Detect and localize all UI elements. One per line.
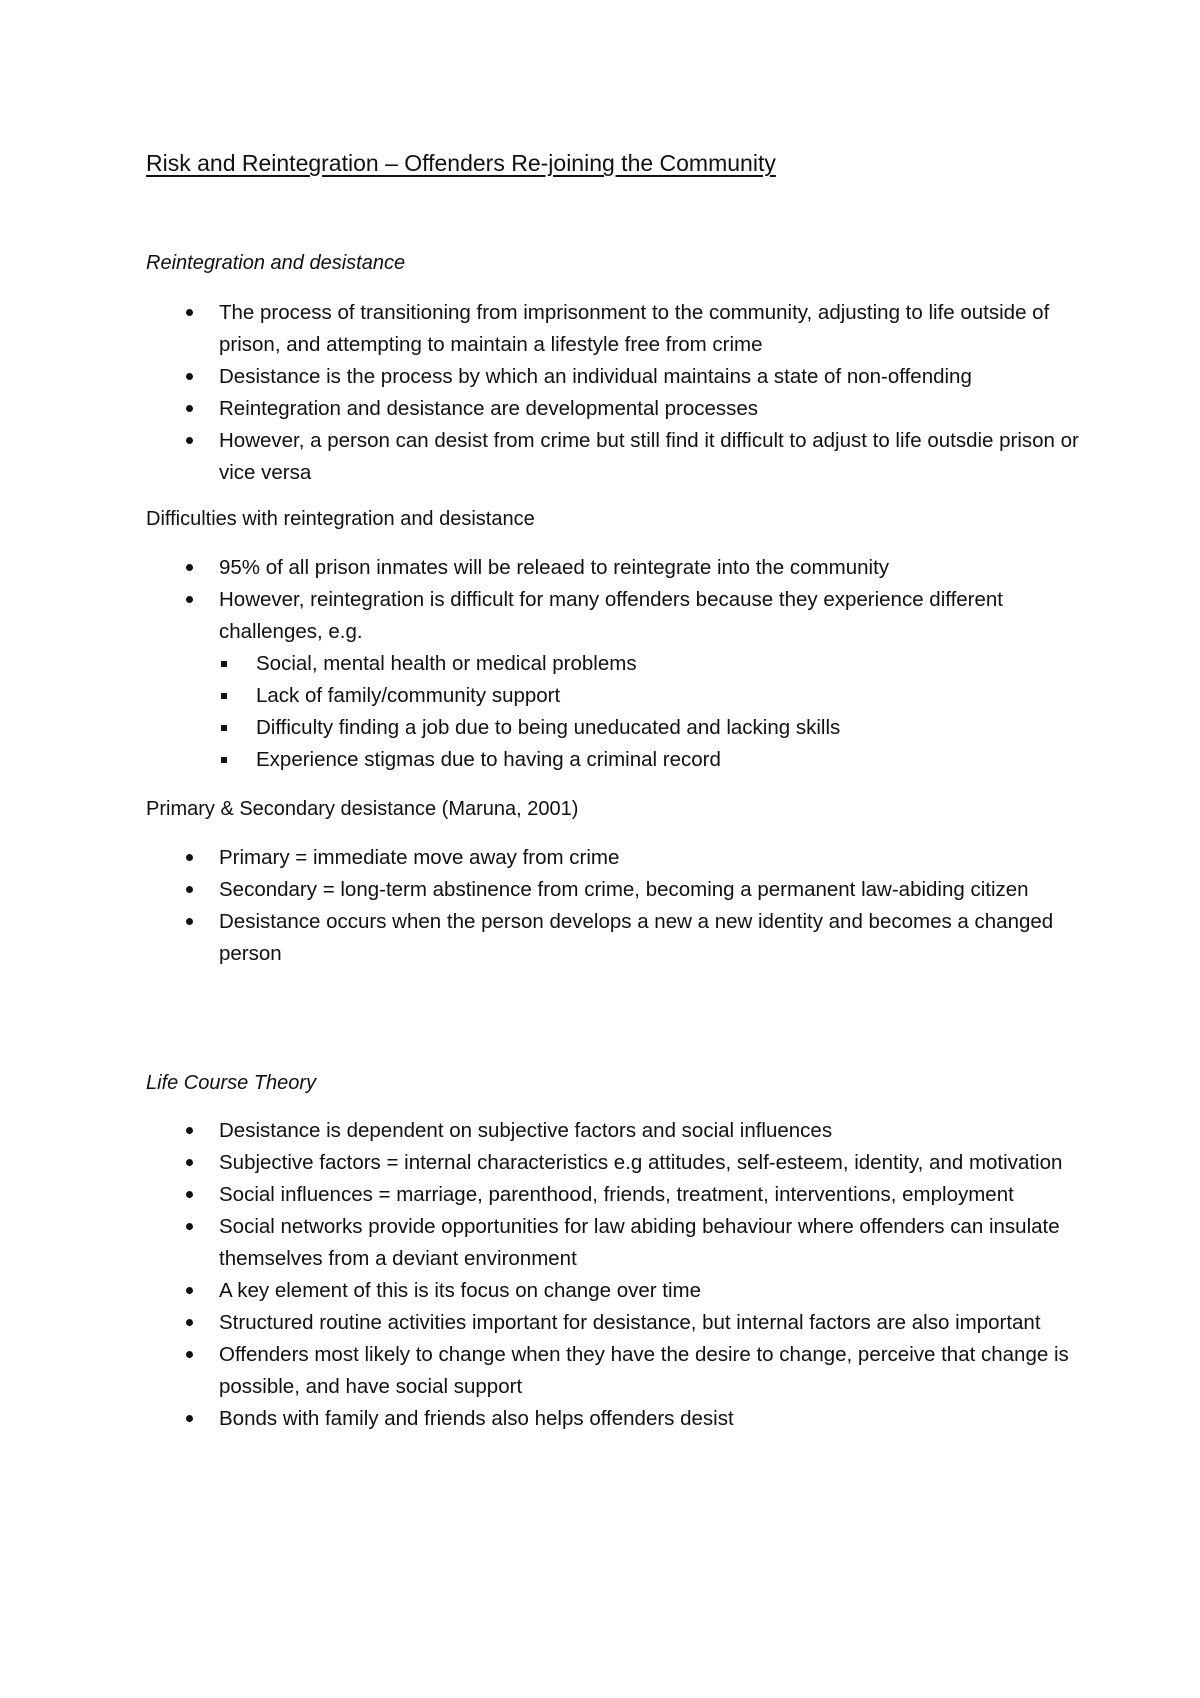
list-item-text: Subjective factors = internal characteristics e.g attitudes, self-esteem, identity, and motivation	[219, 1151, 1063, 1174]
list-item	[0, 393, 1079, 425]
bullet-list-life-course-theory	[0, 1115, 1200, 1435]
list-item	[0, 1403, 1079, 1435]
bullet-list-primary-secondary	[0, 842, 1200, 970]
list-item-text: 95% of all prison inmates will be releaed to reintegrate into the community	[219, 556, 890, 579]
list-item-text: Bonds with family and friends also helps offenders desist	[219, 1407, 734, 1430]
list-item-text: However, reintegration is difficult for many offenders because they experience different challenges, e.g.	[219, 588, 1004, 643]
list-item-text: Structured routine activities important for desistance, but internal factors are also important	[219, 1311, 1041, 1334]
sub-list-item	[0, 648, 1079, 680]
list-item-text: Desistance is dependent on subjective factors and social influences	[219, 1119, 833, 1142]
bullet-icon	[186, 596, 193, 603]
section-heading-difficulties: Difficulties with reintegration and desistance	[146, 508, 535, 530]
sub-list-item-text: Difficulty finding a job due to being uneducated and lacking skills	[256, 716, 841, 739]
bullet-icon	[186, 1127, 193, 1134]
list-item	[0, 874, 1079, 906]
bullet-icon	[186, 405, 193, 412]
list-item	[0, 1339, 1079, 1403]
list-item	[0, 1147, 1079, 1179]
bullet-icon	[186, 564, 193, 571]
bullet-icon	[186, 886, 193, 893]
list-item-text: Offenders most likely to change when they have the desire to change, perceive that change is possible, and have social support	[219, 1343, 1069, 1398]
list-item	[0, 361, 1079, 393]
sub-list-item-text: Lack of family/community support	[256, 684, 561, 707]
bullet-icon	[186, 1159, 193, 1166]
list-item	[0, 1275, 1079, 1307]
page-title: Risk and Reintegration – Offenders Re-joining the Community	[146, 150, 776, 176]
list-item-text: Secondary = long-term abstinence from crime, becoming a permanent law-abiding citizen	[219, 878, 1029, 901]
sub-list-item	[0, 712, 1079, 744]
list-item	[0, 1307, 1079, 1339]
bullet-icon	[186, 309, 193, 316]
list-item-text: The process of transitioning from imprisonment to the community, adjusting to life outside of prison, and attempting to maintain a lifestyle free from crime	[219, 301, 1050, 356]
list-item	[0, 906, 1079, 970]
list-item	[0, 842, 1079, 874]
bullet-icon	[186, 918, 193, 925]
bullet-icon	[186, 373, 193, 380]
list-item	[0, 1115, 1079, 1147]
bullet-icon	[186, 1319, 193, 1326]
bullet-icon	[186, 1351, 193, 1358]
list-item-text: Desistance is the process by which an individual maintains a state of non-offending	[219, 365, 972, 388]
list-item-text: Social networks provide opportunities for law abiding behaviour where offenders can insulate themselves from a deviant environment	[219, 1215, 1060, 1270]
bullet-icon	[186, 1223, 193, 1230]
list-item-text: Desistance occurs when the person develops a new a new identity and becomes a changed person	[219, 910, 1054, 965]
list-item-text: However, a person can desist from crime but still find it difficult to adjust to life outsdie prison or vice versa	[219, 429, 1079, 484]
list-item	[0, 552, 1079, 584]
square-bullet-icon	[221, 725, 227, 731]
bullet-icon	[186, 1287, 193, 1294]
list-item	[0, 425, 1079, 489]
section-heading-life-course-theory: Life Course Theory	[146, 1072, 317, 1094]
sub-list-item-text: Experience stigmas due to having a criminal record	[256, 748, 721, 771]
square-bullet-icon	[221, 693, 227, 699]
sub-list-item	[0, 680, 1079, 712]
list-item	[0, 1211, 1079, 1275]
bullet-list-difficulties	[0, 552, 1200, 776]
bullet-icon	[186, 437, 193, 444]
sub-list-item-text: Social, mental health or medical problems	[256, 652, 637, 675]
bullet-icon	[186, 854, 193, 861]
sub-list-item	[0, 744, 1079, 776]
list-item-text: Reintegration and desistance are developmental processes	[219, 397, 759, 420]
list-item-text: A key element of this is its focus on change over time	[219, 1279, 701, 1302]
section-heading-reintegration: Reintegration and desistance	[146, 252, 406, 274]
list-item-text: Primary = immediate move away from crime	[219, 846, 620, 869]
list-item	[0, 297, 1079, 361]
square-bullet-icon	[221, 661, 227, 667]
list-item-text: Social influences = marriage, parenthood, friends, treatment, interventions, employment	[219, 1183, 1014, 1206]
list-item	[0, 584, 1079, 648]
bullet-icon	[186, 1191, 193, 1198]
bullet-list-reintegration	[0, 297, 1200, 489]
list-item	[0, 1179, 1079, 1211]
square-bullet-icon	[221, 757, 227, 763]
section-heading-primary-secondary: Primary & Secondary desistance (Maruna, 2001)	[146, 798, 579, 820]
bullet-icon	[186, 1415, 193, 1422]
